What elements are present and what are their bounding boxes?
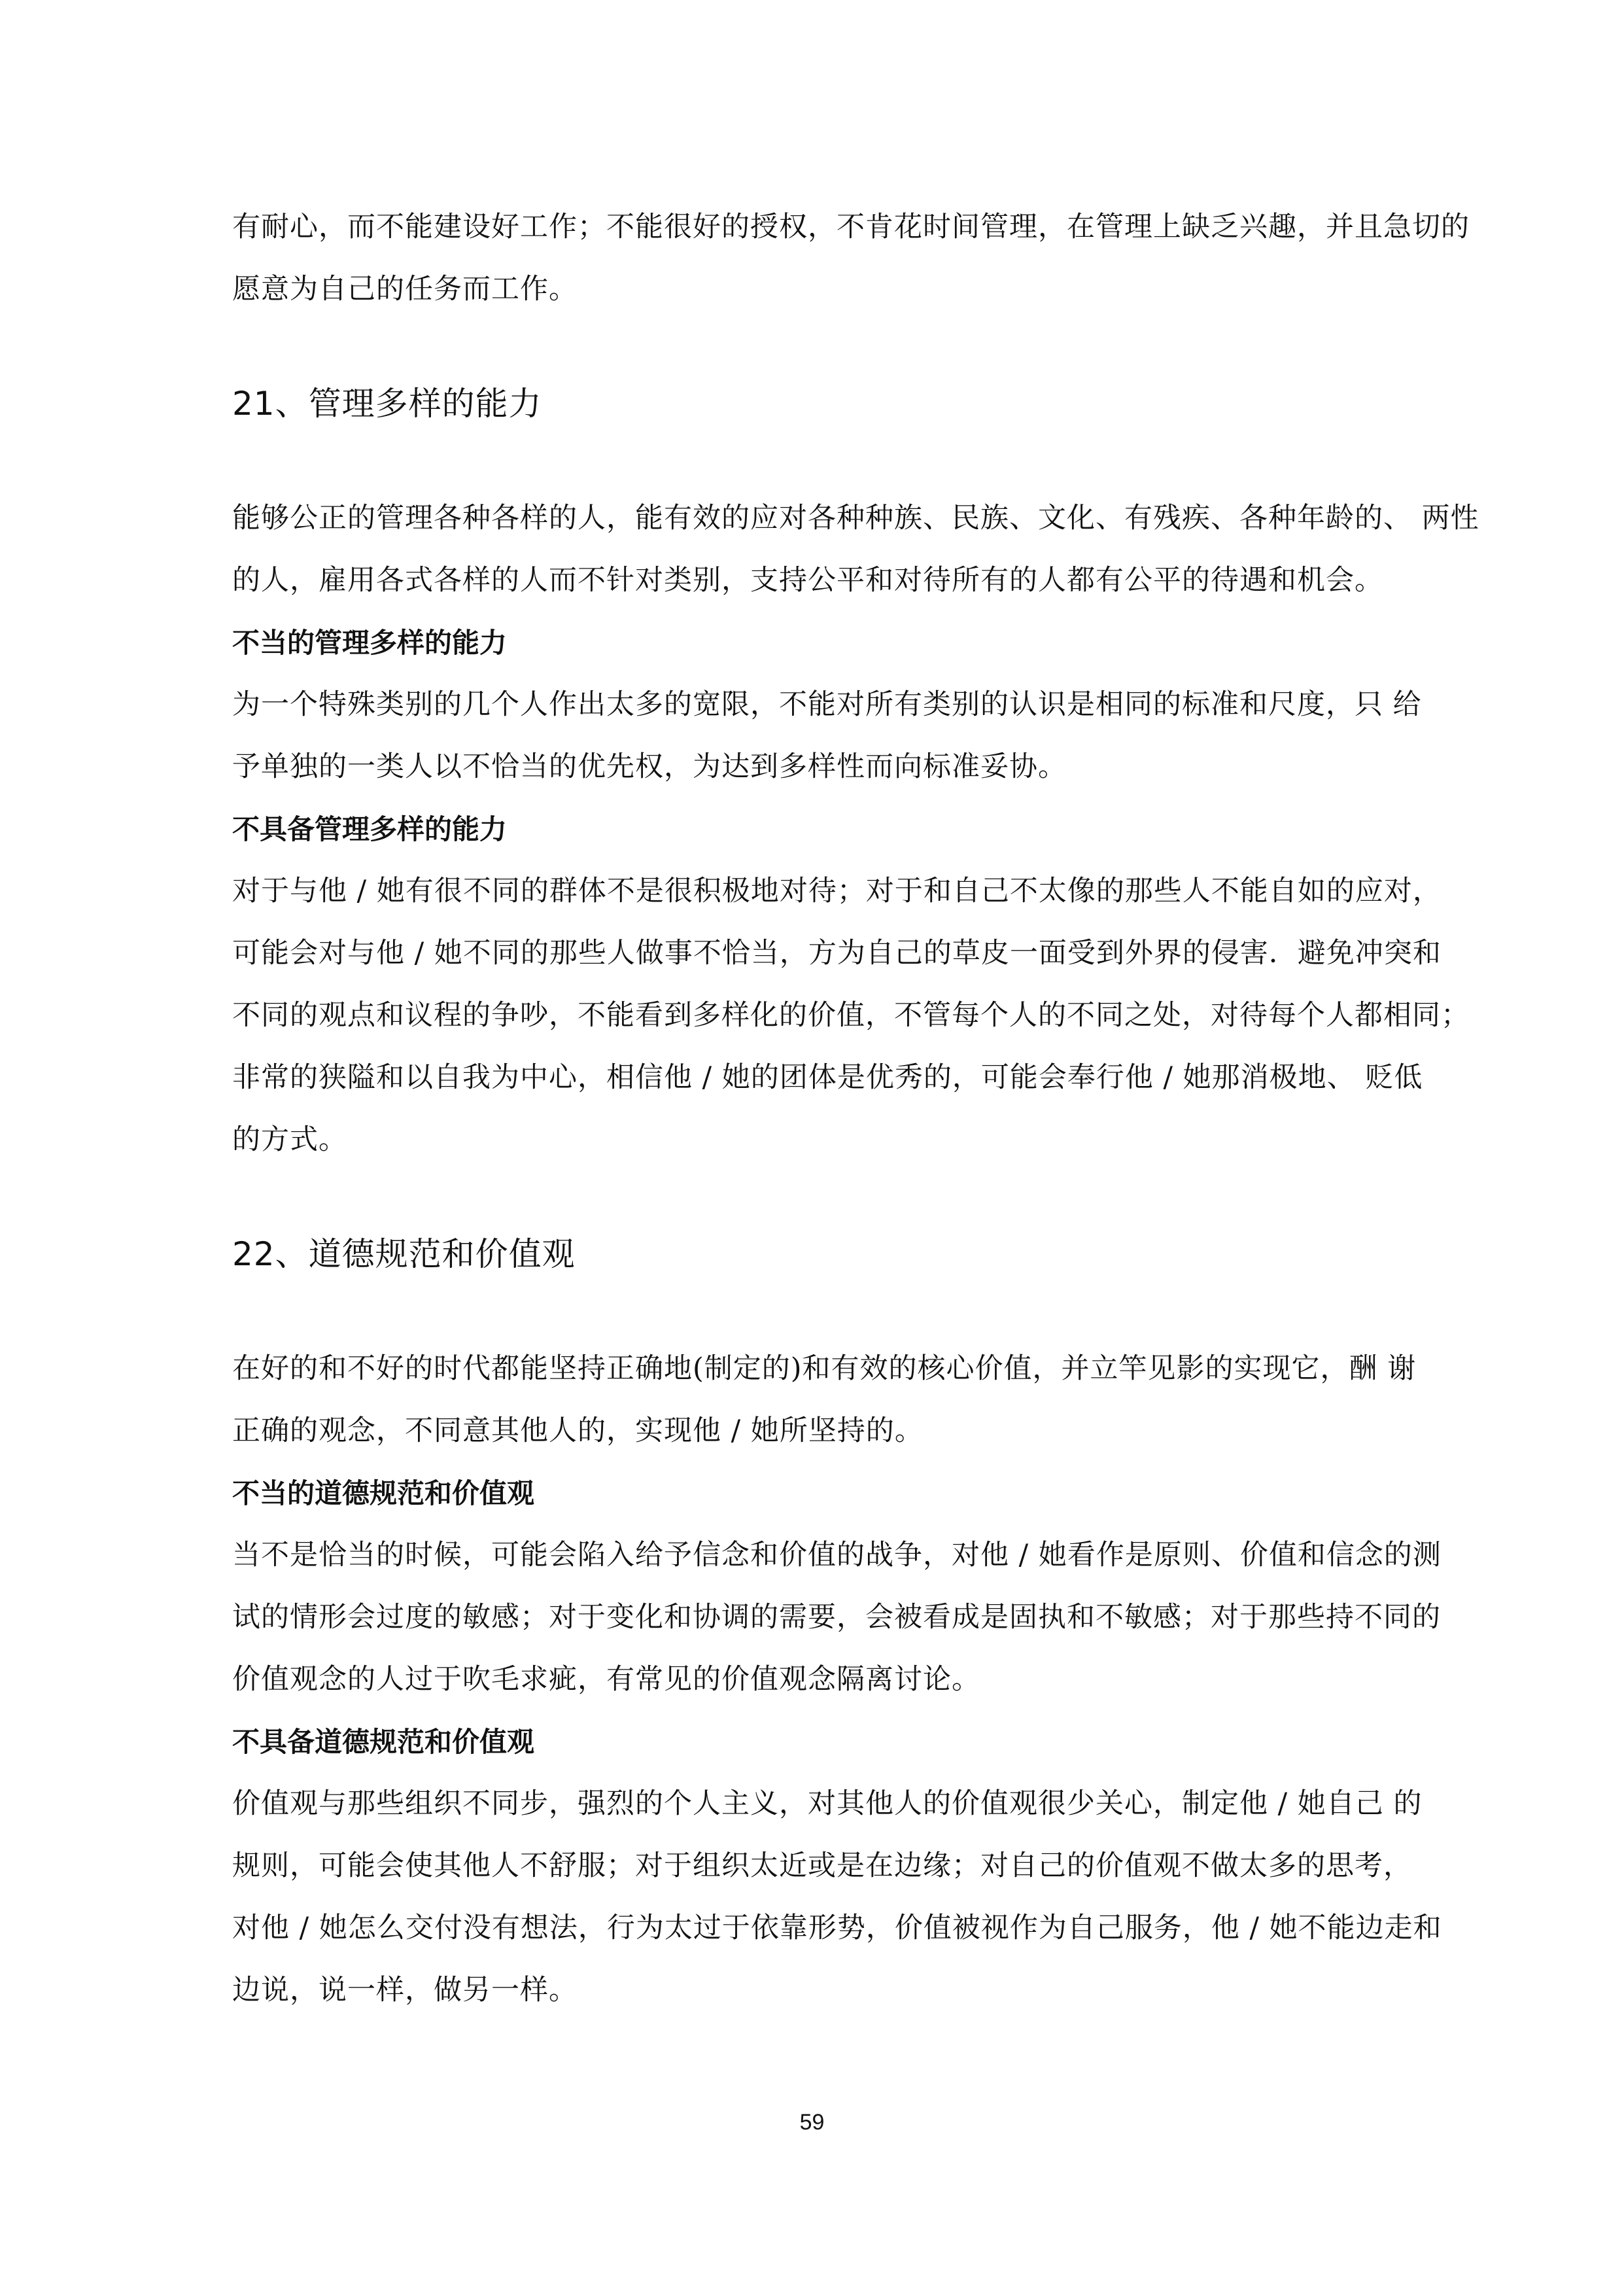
document-page bbox=[232, 196, 1479, 2022]
paragraph-line: 有耐心，而不能建设好工作；不能很好的授权，不肯花时间管理，在管理上缺乏兴趣，并且急切的 bbox=[232, 211, 1470, 243]
paragraph-line: 能够公正的管理各种各样的人，能有效的应对各种种族、民族、文化、有残疾、各种年龄的、 两性 bbox=[232, 502, 1479, 534]
section-21-heading: 21、管理多样的能力 bbox=[232, 385, 542, 423]
section-22-improper-text bbox=[232, 1524, 1449, 1711]
paragraph-line: 为一个特殊类别的几个人作出太多的宽限，不能对所有类别的认识是相同的标准和尺度，只 给 bbox=[232, 688, 1422, 721]
intro-paragraph bbox=[232, 196, 1470, 321]
paragraph-line: 予单独的一类人以不恰当的优先权，为达到多样性而向标准妥协。 bbox=[232, 750, 1067, 783]
paragraph-line: 对于与他 / 她有很不同的群体不是很积极地对待；对于和自己不太像的那些人不能自如的应对， bbox=[232, 875, 1442, 907]
section-21-improper-heading: 不当的管理多样的能力 bbox=[232, 627, 508, 659]
section-22-heading: 22、道德规范和价值观 bbox=[232, 1235, 576, 1273]
paragraph-line: 可能会对与他 / 她不同的那些人做事不恰当，方为自己的草皮一面受到外界的侵害．避免冲突和 bbox=[232, 937, 1442, 970]
paragraph-line: 在好的和不好的时代都能坚持正确地(制定的)和有效的核心价值，并立竿见影的实现它，酬 谢 bbox=[232, 1352, 1417, 1385]
paragraph-line: 边说，说一样，做另一样。 bbox=[232, 1974, 578, 2006]
paragraph-line: 非常的狭隘和以自我为中心，相信他 / 她的团体是优秀的，可能会奉行他 / 她那消极地、 贬低 bbox=[232, 1061, 1423, 1094]
section-22-lacking-heading: 不具备道德规范和价值观 bbox=[232, 1726, 535, 1758]
section-21-lacking-heading: 不具备管理多样的能力 bbox=[232, 813, 508, 845]
section-22-lacking-text bbox=[232, 1773, 1449, 2022]
paragraph-line: 的方式。 bbox=[232, 1123, 347, 1156]
section-21-description bbox=[232, 487, 1479, 612]
page-number: 59 bbox=[799, 2110, 825, 2135]
paragraph-line: 对他 / 她怎么交付没有想法，行为太过于依靠形势，价值被视作为自己服务，他 / 她不能边走和 bbox=[232, 1912, 1442, 1944]
section-21-improper-text bbox=[232, 674, 1449, 798]
paragraph-line: 规则，可能会使其他人不舒服；对于组织太近或是在边缘；对自己的价值观不做太多的思考， bbox=[232, 1849, 1412, 1882]
paragraph-line: 试的情形会过度的敏感；对于变化和协调的需要，会被看成是固执和不敏感；对于那些持不同的 bbox=[232, 1601, 1441, 1634]
section-22-improper-heading: 不当的道德规范和价值观 bbox=[232, 1477, 535, 1509]
paragraph-line: 愿意为自己的任务而工作。 bbox=[232, 273, 578, 306]
paragraph-line: 价值观念的人过于吹毛求疵，有常见的价值观念隔离讨论。 bbox=[232, 1663, 980, 1696]
paragraph-line: 的人，雇用各式各样的人而不针对类别，支持公平和对待所有的人都有公平的待遇和机会。 bbox=[232, 564, 1383, 597]
paragraph-line: 不同的观点和议程的争吵，不能看到多样化的价值，不管每个人的不同之处，对待每个人都相同； bbox=[232, 999, 1470, 1032]
paragraph-line: 当不是恰当的时候，可能会陷入给予信念和价值的战争，对他 / 她看作是原则、价值和信念的测 bbox=[232, 1539, 1442, 1571]
paragraph-line: 价值观与那些组织不同步，强烈的个人主义，对其他人的价值观很少关心，制定他 / 她自己 的 bbox=[232, 1787, 1423, 1820]
paragraph-line: 正确的观念，不同意其他人的，实现他 / 她所坚持的。 bbox=[232, 1414, 924, 1447]
section-21-lacking-text bbox=[232, 860, 1470, 1171]
section-22-description bbox=[232, 1338, 1449, 1462]
